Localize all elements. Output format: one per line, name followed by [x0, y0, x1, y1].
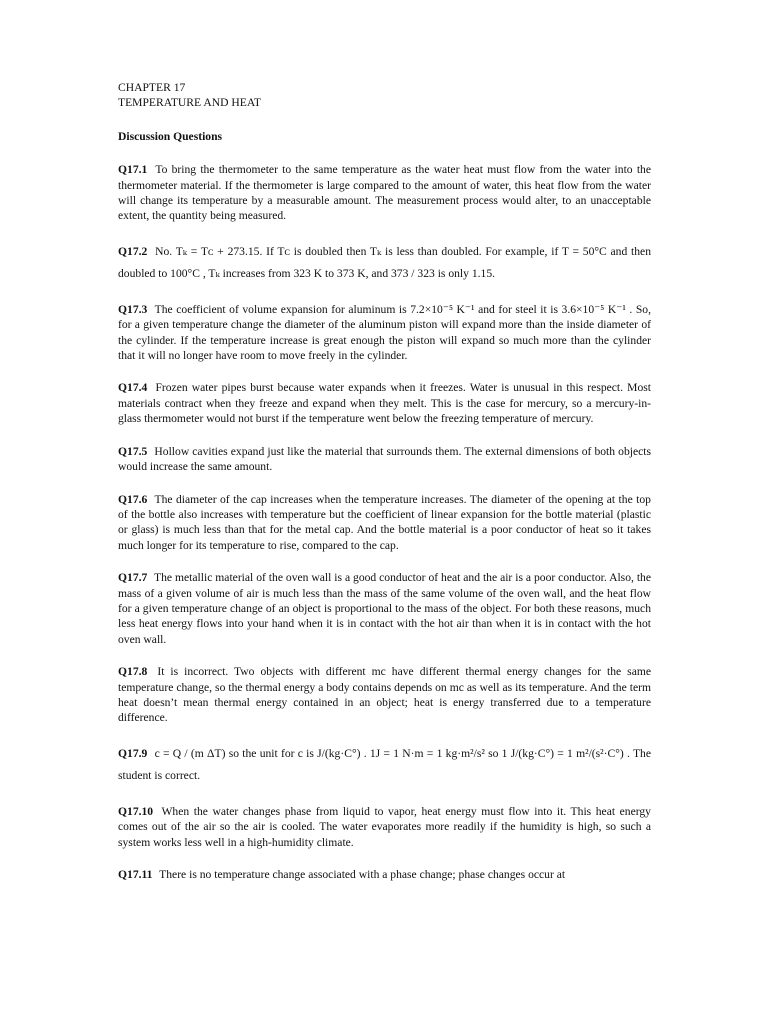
- question-paragraph: [118, 492, 651, 554]
- question-text: Hollow cavities expand just like the material that surrounds them. The external dimensions of both objects would increase the same amount.: [118, 444, 651, 474]
- question-label: Q17.11: [118, 868, 153, 881]
- question-paragraph: [118, 162, 651, 224]
- question-text: When the water changes phase from liquid to vapor, heat energy must flow into it. This heat energy comes out of the air so the air is cooled. The water evaporates more readily if the humidity is high, so such a system works less well in a high-humidity climate.: [118, 804, 651, 849]
- question-text: c = Q / (m ΔT) so the unit for c is J/(kg·C°) . 1J = 1 N·m = 1 kg·m²/s² so 1 J/(kg·C°) = 1 m²/(s²·C°) . The student is correct.: [118, 746, 651, 782]
- chapter-number: CHAPTER 17: [118, 81, 186, 94]
- question-paragraph: [118, 743, 651, 787]
- question-paragraph: [118, 867, 651, 882]
- chapter-title: TEMPERATURE AND HEAT: [118, 96, 261, 110]
- question-label: Q17.2: [118, 244, 148, 258]
- question-text: No. Tₖ = Tᴄ + 273.15. If Tᴄ is doubled then Tₖ is less than doubled. For example, if T = 50°C and then doubled to 100°C , Tₖ increases from 323 K to 373 K, and 373 / 323 is only 1.15.: [118, 244, 651, 280]
- question-label: Q17.3: [118, 302, 148, 316]
- question-paragraph: [118, 444, 651, 475]
- question-label: Q17.6: [118, 492, 148, 506]
- question-label: Q17.8: [118, 665, 148, 679]
- question-label: Q17.4: [118, 381, 148, 395]
- question-paragraph: [118, 380, 651, 426]
- question-text: The diameter of the cap increases when the temperature increases. The diameter of the opening at the top of the bottle also increases with temperature but the coefficient of linear expansion for the bottle material (plastic or glass) is much less than that for the metal cap. And the bottle material is a poor conductor of heat so it takes much longer for its temperature to rise, compared to the cap.: [118, 492, 651, 552]
- question-text: The metallic material of the oven wall is a good conductor of heat and the air is a poor conductor. Also, the mass of a given volume of air is much less than the mass of the same volume of the oven wall, and the heat flow for a given temperature change of an object is proportional to the mass of the object. For both these reasons, much less heat energy flows into your hand when it is in contact with the hot air than when it is in contact with the hot oven wall.: [118, 571, 651, 646]
- question-label: Q17.9: [118, 746, 148, 760]
- document-page: [118, 80, 651, 899]
- question-text: To bring the thermometer to the same temperature as the water heat must flow from the water into the thermometer material. If the thermometer is large compared to the amount of water, this heat flow from the water will change its temperature by a measurable amount. The measurement process would alter, to an unacceptable extent, the quantity being measured.: [118, 163, 651, 223]
- question-label: Q17.7: [118, 571, 148, 585]
- question-text: There is no temperature change associated with a phase change; phase changes occur at: [159, 868, 566, 881]
- question-paragraph: [118, 664, 651, 726]
- question-text: The coefficient of volume expansion for aluminum is 7.2×10⁻⁵ K⁻¹ and for steel it is 3.6×10⁻⁵ K⁻¹ . So, for a given temperature change the diameter of the aluminum piston will expand more than the inside diameter of the cylinder. If the temperature increase is great enough the piston will expand so much more than the cylinder that it will no longer have room to move freely in the cylinder.: [118, 302, 651, 363]
- question-label: Q17.10: [118, 804, 154, 818]
- chapter-header: [118, 80, 651, 111]
- question-paragraph: [118, 241, 651, 285]
- question-paragraph: [118, 302, 651, 364]
- question-label: Q17.1: [118, 163, 148, 177]
- section-title: Discussion Questions: [118, 129, 223, 143]
- question-paragraph: [118, 804, 651, 850]
- question-paragraph: [118, 570, 651, 647]
- question-label: Q17.5: [118, 444, 148, 458]
- question-text: Frozen water pipes burst because water expands when it freezes. Water is unusual in this respect. Most materials contract when they freeze and expand when they melt. This is the case for mercury, so a mercury-in-glass thermometer would not burst if the temperature went below the freezing temperature of mercury.: [118, 381, 651, 426]
- question-text: It is incorrect. Two objects with different mc have different thermal energy changes for the same temperature change, so the thermal energy a body contains depends on mc as well as its temperature. And the term heat doesn’t mean thermal energy contained in an object; heat is energy transferred due to a temperature difference.: [118, 665, 652, 725]
